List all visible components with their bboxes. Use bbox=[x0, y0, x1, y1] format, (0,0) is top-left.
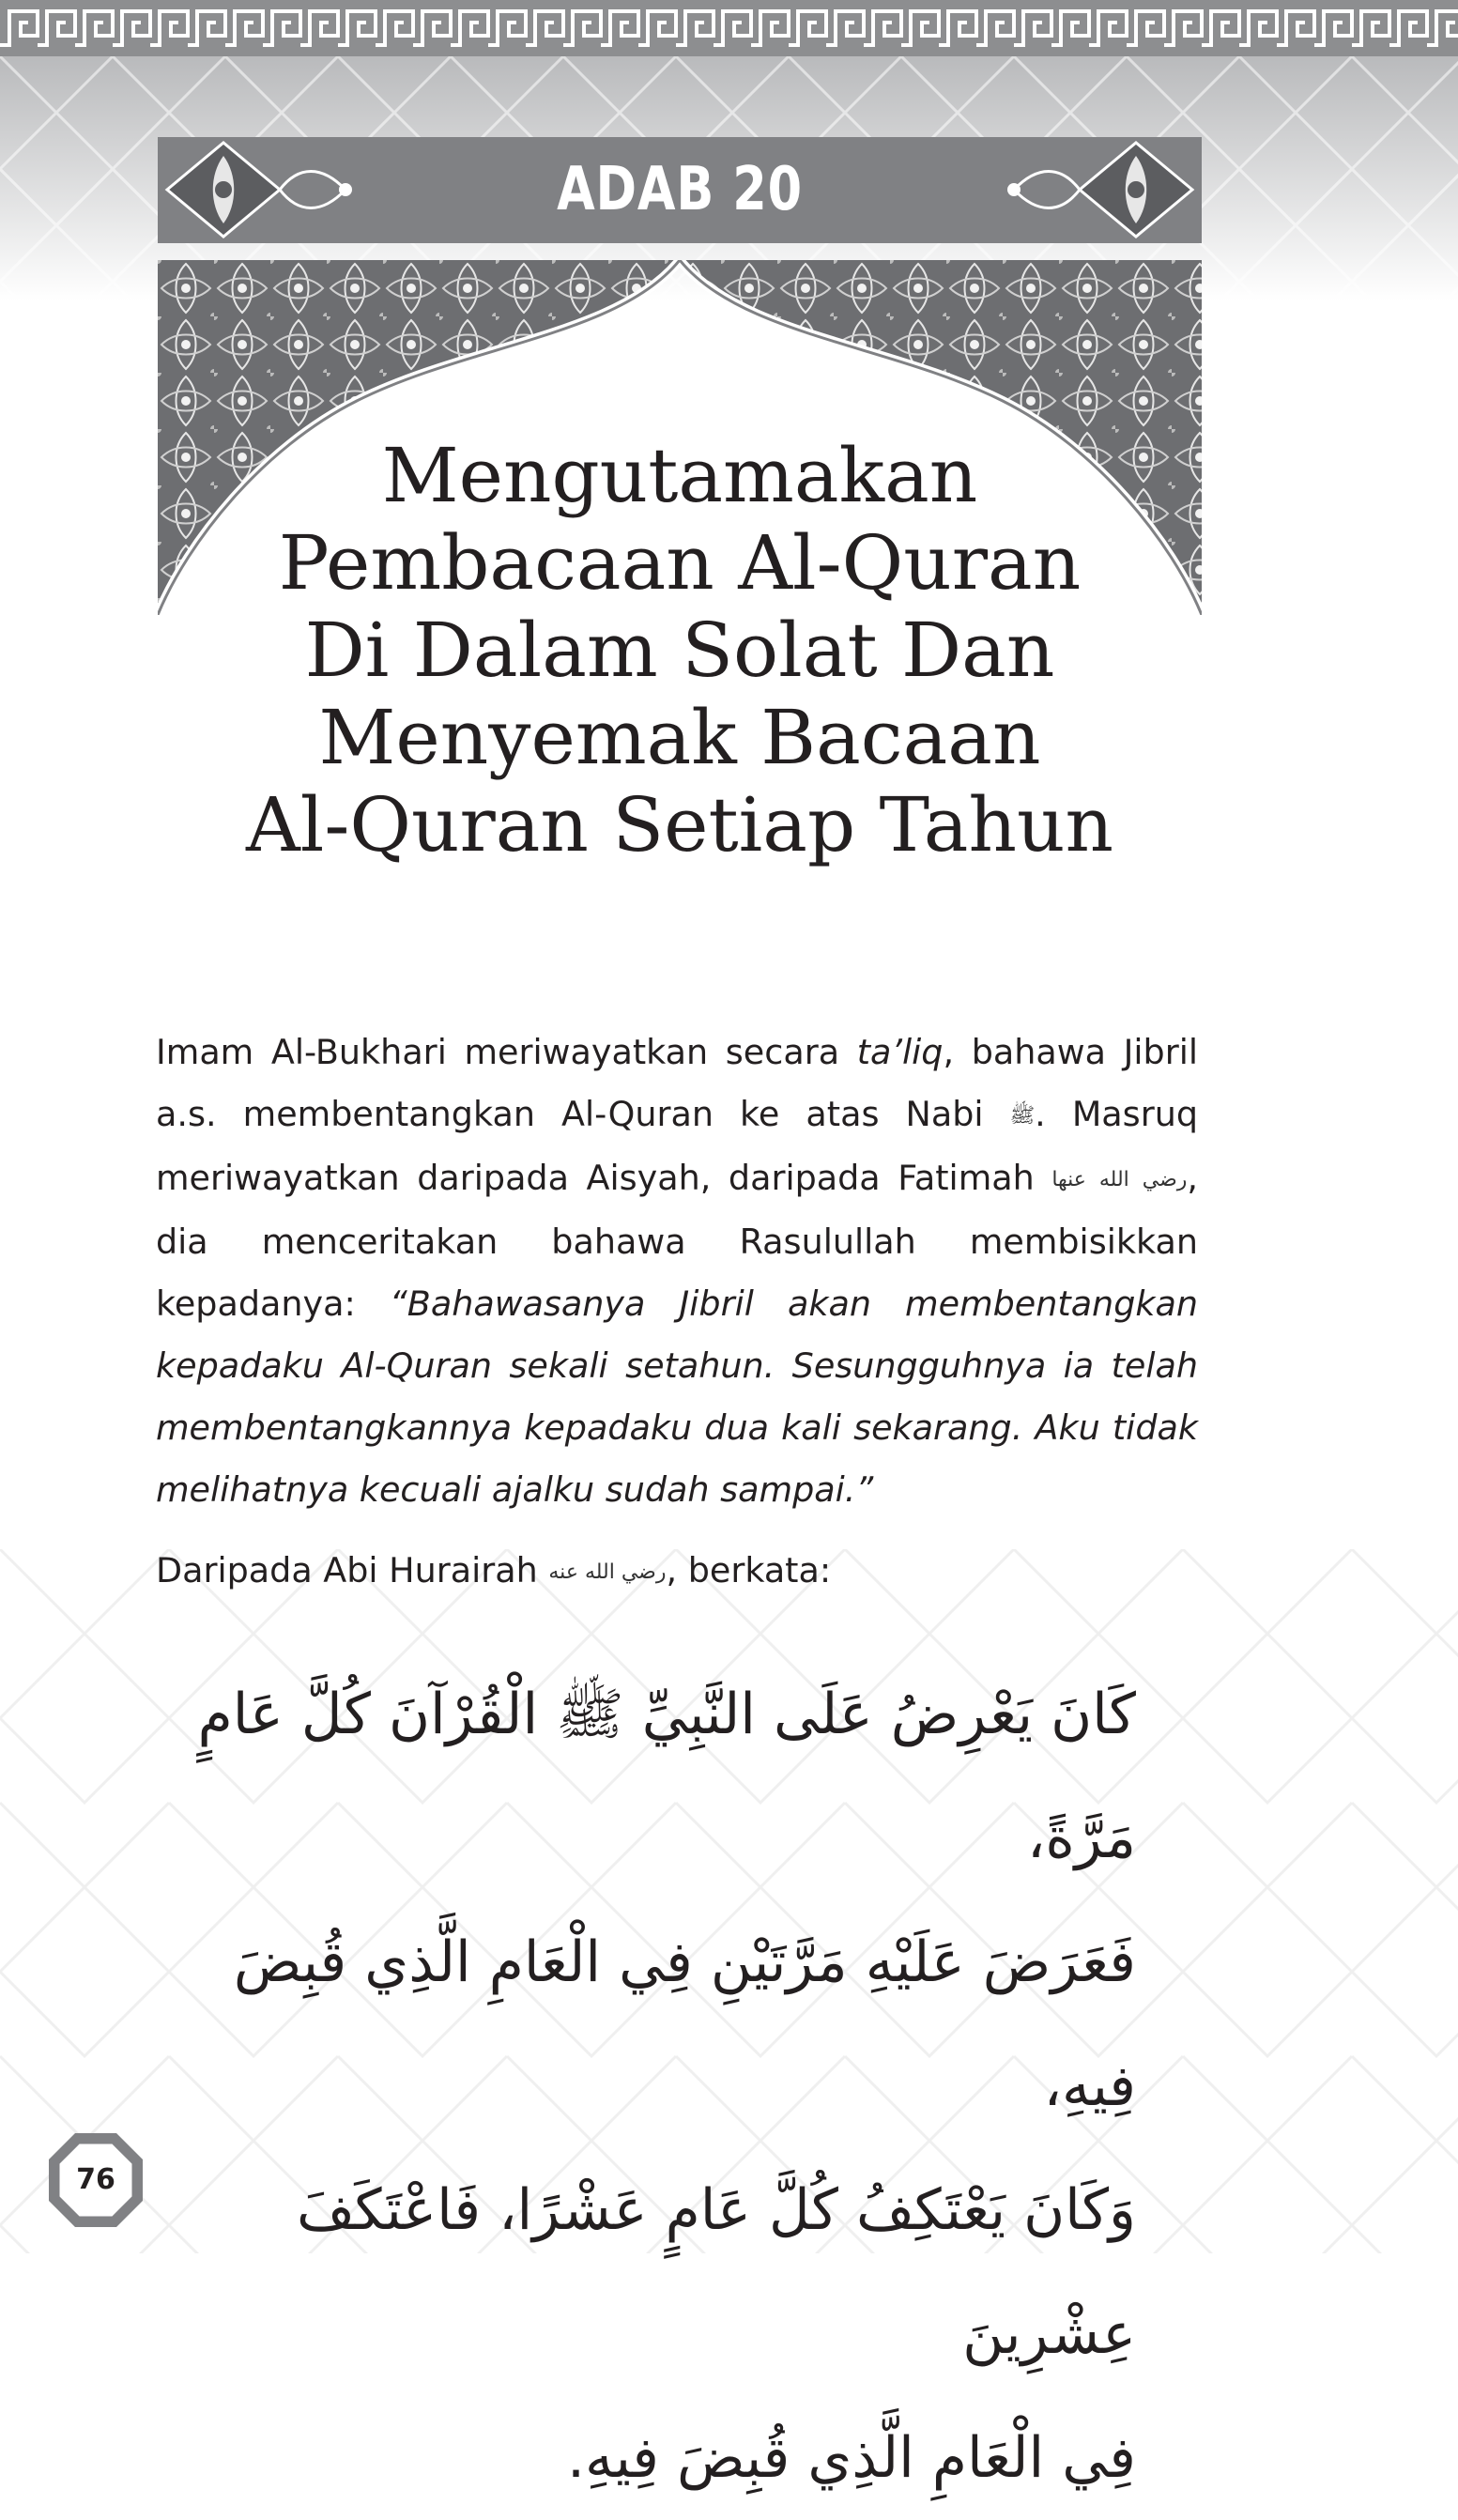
arabic-hadith bbox=[160, 1652, 1136, 2520]
arabic-line: فِي الْعَامِ الَّذِي قُبِضَ فِيهِ. bbox=[566, 2425, 1136, 2491]
chapter-title-line: Menyemak Bacaan bbox=[318, 694, 1041, 781]
page-number: 76 bbox=[76, 2163, 115, 2196]
chapter-title-line: Pembacaan Al-Quran bbox=[278, 519, 1082, 607]
text-run: , berkata: bbox=[666, 1550, 832, 1590]
text-run: Imam Al-Bukhari meriwayatkan secara bbox=[156, 1032, 857, 1072]
paragraph bbox=[156, 1022, 1198, 1521]
chapter-label: ADAB 20 bbox=[557, 155, 803, 224]
arabic-line: فَعَرَضَ عَلَيْهِ مَرَّتَيْنِ فِي الْعَامِ الَّذِي قُبِضَ فِيهِ، bbox=[233, 1929, 1136, 2119]
text-run: , dia menceritakan bahawa Rasulullah membisikkan kepadanya: bbox=[156, 1158, 1198, 1324]
honorific-glyph: رضي الله عنها bbox=[1051, 1168, 1188, 1191]
arabic-line: كَانَ يَعْرِضُ عَلَى النَّبِيِّ ﷺ الْقُرْآنَ كُلَّ عَامٍ مَرَّةً، bbox=[197, 1682, 1136, 1871]
paragraph bbox=[156, 1540, 1198, 1604]
text-run: Daripada Abi Hurairah bbox=[156, 1550, 549, 1590]
body-text bbox=[156, 1022, 1198, 1604]
honorific-glyph: ﷺ bbox=[1009, 1104, 1036, 1128]
arabic-line: وَكَانَ يَعْتَكِفُ كُلَّ عَامٍ عَشْرًا، فَاعْتَكَفَ عِشْرِينَ bbox=[296, 2177, 1136, 2367]
chapter-title bbox=[188, 432, 1172, 868]
text-run: . Masruq meriwayatkan daripada Aisyah, daripada Fatimah bbox=[156, 1094, 1199, 1198]
chapter-title-line: Mengutamakan bbox=[381, 432, 978, 519]
text-run: , bahawa Jibril a.s. membentangkan Al-Quran ke atas Nabi bbox=[156, 1032, 1198, 1134]
chapter-header-bar bbox=[158, 137, 1202, 243]
hadith-quote: “Bahawasanya Jibril akan membentangkan kepadaku Al-Quran sekali setahun. Sesungguhnya ia telah membentangkannya kepadaku dua kali sekarang. Aku tidak melihatnya kecuali ajalku sudah sampai.” bbox=[156, 1283, 1199, 1510]
honorific-glyph: رضي الله عنه bbox=[548, 1560, 667, 1584]
chapter-title-line: Al-Quran Setiap Tahun bbox=[245, 781, 1114, 868]
chapter-title-line: Di Dalam Solat Dan bbox=[304, 607, 1055, 694]
text-run-italic: ta’liq bbox=[856, 1032, 944, 1072]
greek-key-border bbox=[0, 0, 1458, 56]
